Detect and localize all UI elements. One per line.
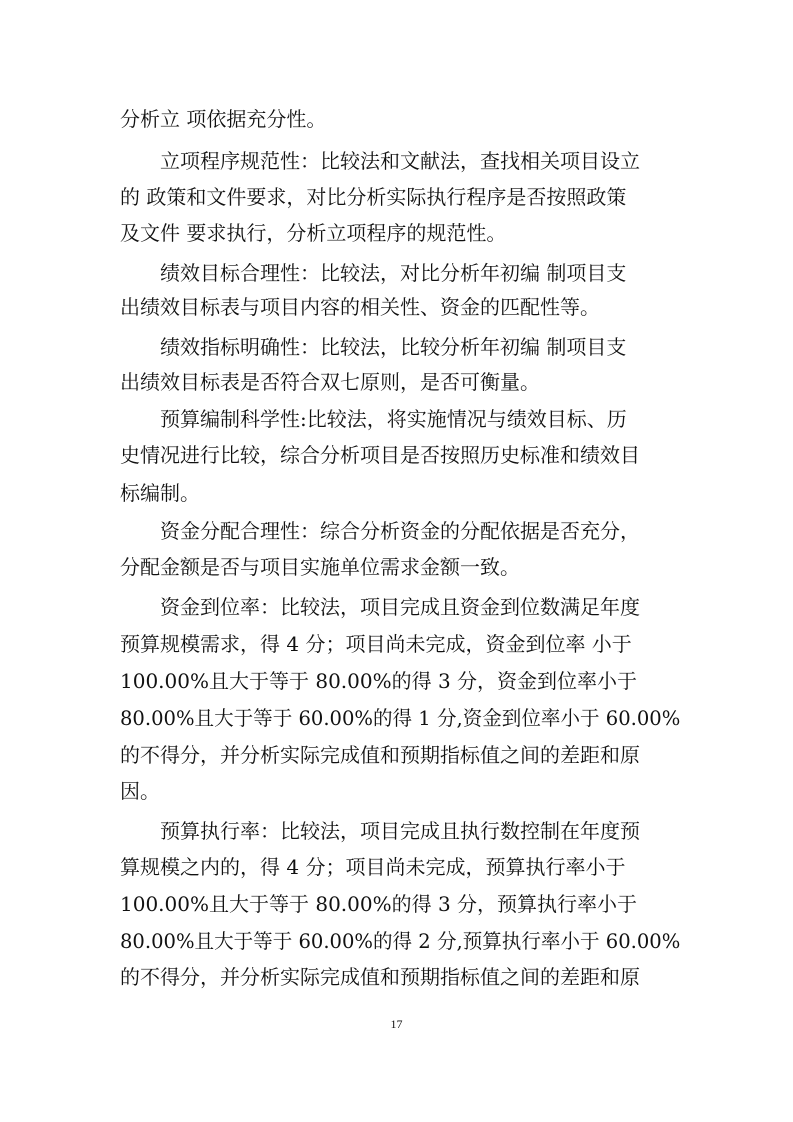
body-text-line: 算规模之内的，得 4 分；项目尚未完成，预算执行率小于 — [120, 855, 626, 879]
body-text-line: 因。 — [120, 779, 160, 803]
body-text-line: 及文件 要求执行，分析立项程序的规范性。 — [120, 221, 507, 245]
body-text-line: 分配金额是否与项目实施单位需求金额一致。 — [120, 555, 520, 579]
page-number: 17 — [390, 1017, 403, 1031]
paragraph-lead-line: 预算编制科学性:比较法，将实施情况与绩效目标、历 — [160, 407, 627, 431]
body-text-line: 的不得分，并分析实际完成值和预期指标值之间的差距和原 — [120, 743, 640, 767]
body-text-line: 出绩效目标表与项目内容的相关性、资金的匹配性等。 — [120, 295, 600, 319]
body-text-line: 史情况进行比较，综合分析项目是否按照历史标准和绩效目 — [120, 443, 640, 467]
paragraph-lead-line: 资金到位率：比较法，项目完成且资金到位数满足年度 — [160, 595, 640, 619]
paragraph-lead-line: 资金分配合理性：综合分析资金的分配依据是否充分， — [160, 519, 640, 543]
body-text-line: 分析立 项依据充分性。 — [120, 107, 327, 131]
body-text-line: 的不得分，并分析实际完成值和预期指标值之间的差距和原 — [120, 965, 640, 989]
body-text-line: 预算规模需求，得 4 分；项目尚未完成，资金到位率 小于 — [120, 632, 632, 656]
body-text-line: 80.00%且大于等于 60.00%的得 1 分,资金到位率小于 60.00% — [120, 706, 681, 730]
body-text-line: 100.00%且大于等于 80.00%的得 3 分，资金到位率小于 — [120, 669, 638, 693]
paragraph-lead-line: 立项程序规范性：比较法和文献法，查找相关项目设立 — [160, 149, 640, 173]
body-text-line: 的 政策和文件要求，对比分析实际执行程序是否按照政策 — [120, 185, 627, 209]
body-text-line: 标编制。 — [120, 481, 200, 505]
body-text-line: 出绩效目标表是否符合双七原则，是否可衡量。 — [120, 370, 540, 394]
paragraph-lead-line: 绩效指标明确性：比较法，比较分析年初编 制项目支 — [160, 335, 627, 359]
paragraph-lead-line: 绩效目标合理性：比较法，对比分析年初编 制项目支 — [160, 261, 627, 285]
body-text-line: 100.00%且大于等于 80.00%的得 3 分，预算执行率小于 — [120, 892, 638, 916]
body-text-line: 80.00%且大于等于 60.00%的得 2 分,预算执行率小于 60.00% — [120, 929, 681, 953]
paragraph-lead-line: 预算执行率：比较法，项目完成且执行数控制在年度预 — [160, 819, 640, 843]
